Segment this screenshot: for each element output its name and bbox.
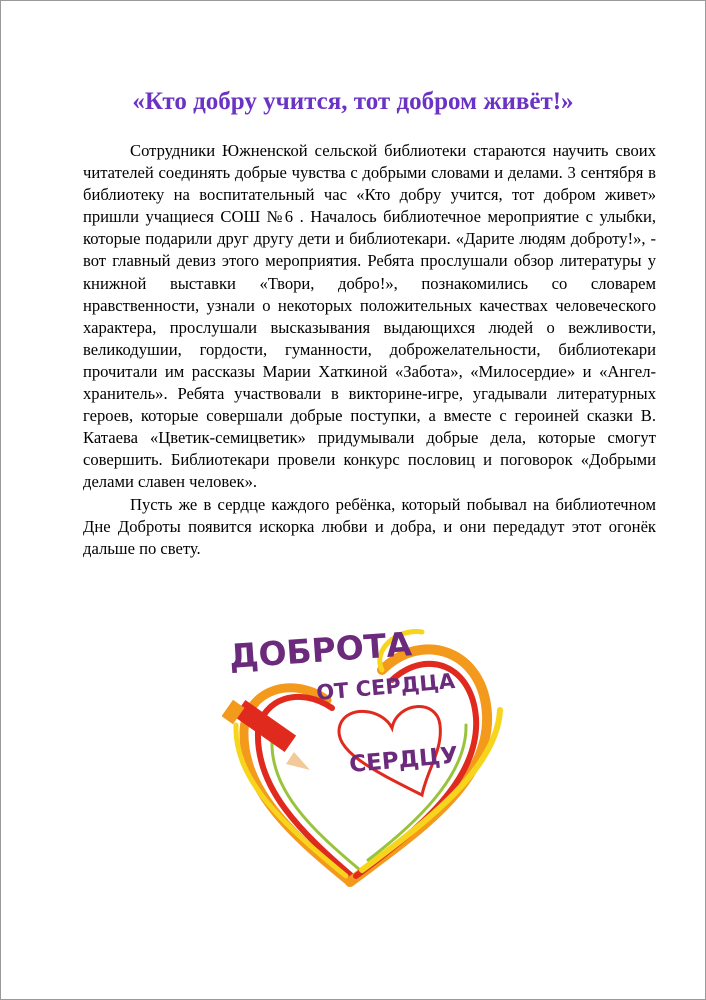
logo-line-2: ОТ СЕРДЦА (315, 668, 456, 705)
document-title: «Кто добру учится, тот добром живёт!» (132, 88, 574, 115)
heart-logo-graphic (222, 620, 512, 890)
paragraph-1: Сотрудники Южненской сельской библиотеки стараются научить своих читателей соединять добрые чувства с добрыми словами и делами. 3 сентября в библиотеку на воспитательный час «Кто добру учится, тот добром живет» пришли учащиеся СОШ №6 . Началось библиотечное мероприятие с улыбки, которые подарили друг другу дети и библиотекари. «Дарите людям доброту!», - вот главный девиз этого мероприятия. Ребята прослушали обзор литературы у книжной выставки «Твори, добро!», познакомились со словарем нравственности, узнали о некоторых положительных качествах человеческого характера, прослушали высказывания выдающихся людей о вежливости, великодушии, гордости, гуманности, доброжелательности, библиотекари прочитали им рассказы Марии Хаткиной «Забота», «Милосердие» и «Ангел-хранитель». Ребята участвовали в викторине-игре, угадывали литературных героев, которые совершали добрые поступки, а вместе с героиней сказки В. Катаева «Цветик-семицветик» придумывали добрые дела, которые смогут совершить. Библиотекари провели конкурс пословиц и поговорок «Добрыми делами славен человек». (83, 141, 656, 492)
logo-line-1: ДОБРОТА (227, 624, 414, 676)
paragraph-2: Пусть же в сердце каждого ребёнка, который побывал на библиотечном Дне Доброты появится искорка любви и добра, и они передадут этот огонёк дальше по свету. (83, 494, 656, 558)
logo-line-3: СЕРДЦУ (348, 742, 460, 778)
kindness-logo (222, 620, 512, 890)
document-body (83, 140, 656, 560)
